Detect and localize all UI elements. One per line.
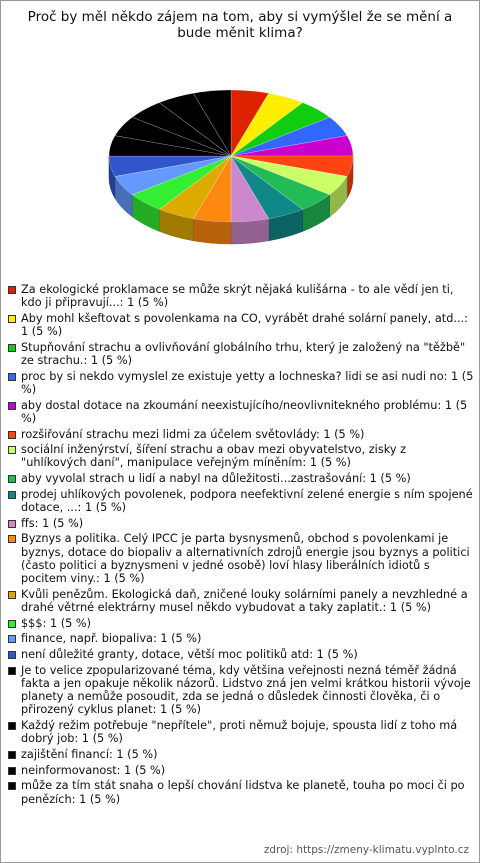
legend-item [7,748,475,761]
legend-item [7,588,475,614]
legend-label: prodej uhlíkových povolenek, podpora neefektivní zelené energie s ním spojené dotace, ...: 1 (5 %) [21,487,473,515]
legend-label: může za tím stát snaha o lepší chování lidstva ke planetě, touha po moci či po penězích: 1 (5 %) [21,779,465,806]
legend-label: Kvůli penězům. Ekologická daň, zničené louky solárními panely a nevzhledné a drahé větrné elektrárny musel někdo vybudovat a taky zaplatit.: 1 (5 %) [21,587,468,614]
legend-label: finance, např. biopaliva: 1 (5 %) [21,632,202,646]
legend-item [7,312,475,338]
legend [7,283,475,808]
legend-item [7,632,475,645]
pie-slice-side-11 [193,219,231,244]
legend-label: zajištění financí: 1 (5 %) [21,748,158,761]
legend-item [7,779,475,805]
legend-item [7,428,475,441]
legend-label: Byznys a politika. Celý IPCC je parta bysnysmenů, obchod s povolenkami je byznys, dotace do biopaliv a alternativních zdrojů energie jsou byznys a politici (často politici a byznysmeni v jedné osobě) loví hlasy liberálních idiotů s pocitem viny.: 1 (5 %) [21,532,470,586]
legend-item [7,617,475,630]
legend-swatch [8,446,16,454]
legend-item [7,719,475,745]
legend-item [7,764,475,777]
legend-item [7,341,475,367]
legend-swatch [8,315,16,323]
legend-item [7,472,475,485]
pie-chart [1,63,480,263]
legend-label: není důležité granty, dotace, větší moc politiků atd: 1 (5 %) [21,648,358,662]
legend-item [7,443,475,469]
legend-item [7,370,475,396]
legend-item [7,664,475,717]
legend-item [7,488,475,514]
legend-swatch [8,591,16,599]
legend-swatch [8,475,16,483]
legend-swatch [8,667,16,675]
legend-swatch [8,722,16,730]
legend-swatch [8,344,16,352]
legend-label: Stupňování strachu a ovlivňování globálního trhu, který je založený na "těžbě" ze strachu.: 1 (5 %) [21,340,466,368]
legend-label: neinformovanost: 1 (5 %) [21,763,166,777]
legend-label: Aby mohl kšeftovat s povolenkama na CO, vyrábět drahé solární panely, atd...: 1 (5 %) [21,311,468,339]
legend-swatch [8,491,16,499]
legend-item [7,399,475,425]
legend-swatch [8,651,16,659]
legend-label: aby vyvolal strach u lidí a nabyl na důležitosti...zastrašování: 1 (5 %) [21,472,411,486]
legend-item [7,648,475,661]
legend-label: Za ekologické proklamace se může skrýt nějaká kulišárna - to ale vědí jen ti, kdo ji připravují...: 1 (5 %) [21,283,454,310]
legend-label: sociální inženýrství, šíření strachu a obav mezi obyvatelstvo, zisky z "uhlíkových daní", manipulace veřejným míněním: 1 (5 %) [21,443,407,470]
legend-label: Je to velice zpopularizované téma, kdy většina veřejnosti nezná téměř žádná fakta a jen opakuje několik názorů. Lidstvo zná jen velmi krátkou historii vývoje planety a nemůže posoudit, zda se jedná o důsledek činnosti člověka, či o přirozený cyklus planet: 1 (5 %) [21,663,471,717]
legend-label: aby dostal dotace na zkoumání neexistujícího/neovlivnitekného problému: 1 (5 %) [21,398,468,425]
pie-top [109,90,353,222]
legend-label: $$$: 1 (5 %) [21,616,92,630]
pie-slice-side-10 [231,219,269,244]
legend-swatch [8,402,16,410]
legend-swatch [8,635,16,643]
legend-label: rozšiřování strachu mezi lidmi za účelem světovlády: 1 (5 %) [21,427,365,441]
legend-swatch [8,520,16,528]
legend-swatch [8,373,16,381]
source-text: zdroj: https://zmeny-klimatu.vyplnto.cz [263,844,469,856]
legend-item [7,532,475,585]
legend-swatch [8,431,16,439]
legend-swatch [8,620,16,628]
legend-label: ffs: 1 (5 %) [21,516,84,530]
legend-swatch [8,782,16,790]
legend-item [7,517,475,530]
legend-swatch [8,286,16,294]
chart-title: Proč by měl někdo zájem na tom, aby si vymýšlel že se mění a bude měnit klima? [27,9,453,41]
legend-label: proc by si nekdo vymyslel ze existuje yetty a lochneska? lidi se asi nudi no: 1 (5 %) [21,369,474,396]
legend-swatch [8,535,16,543]
legend-swatch [8,767,16,775]
legend-swatch [8,751,16,759]
legend-item [7,283,475,309]
legend-label: Každý režim potřebuje "nepřítele", proti němuž bojuje, spousta lidí z toho má dobrý job: 1 (5 %) [21,719,458,746]
